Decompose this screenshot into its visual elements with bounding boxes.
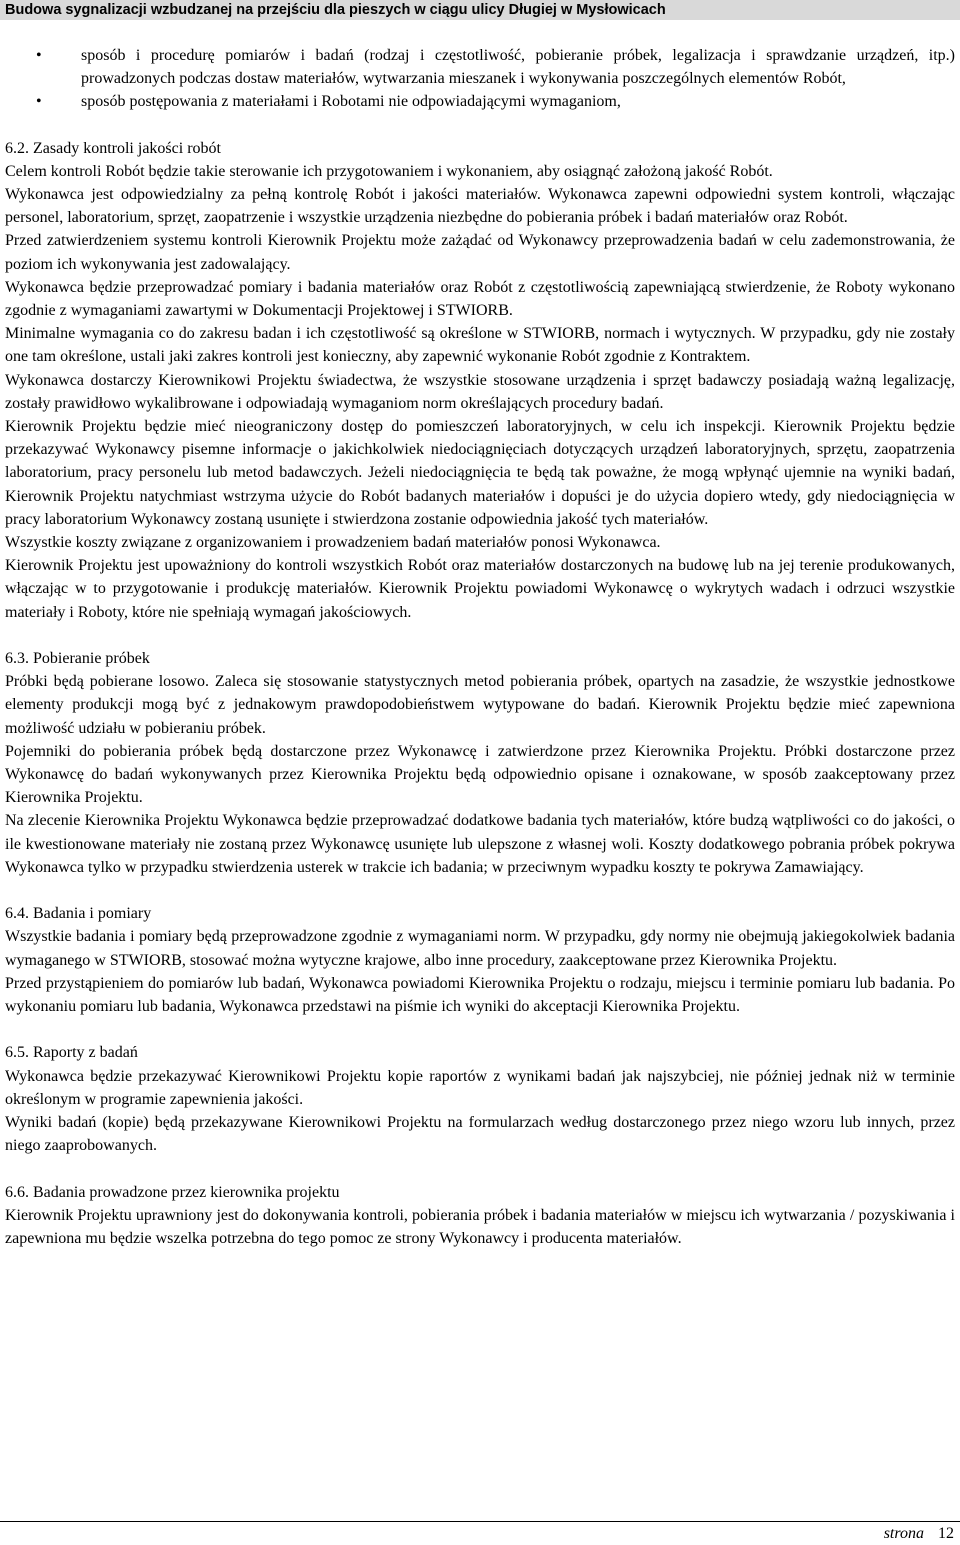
paragraph: Kierownik Projektu uprawniony jest do dokonywania kontroli, pobierania próbek i badania materiałów w miejscu ich wytwarzania / pozyskiwania i zapewniona mu będzie wszelka potrzebna do tego pomoc ze strony Wykonawcy i producenta materiałów. — [5, 1206, 955, 1248]
bullet-list — [5, 44, 955, 114]
paragraph: Wykonawca jest odpowiedzialny za pełną kontrolę Robót i jakości materiałów. Wykonawca zapewni odpowiedni system kontroli, włączając personel, laboratorium, sprzęt, zaopatrzenie i wszystkie urządzenia niezbędne do pobierania próbek i badań materiałów oraz Robót. — [5, 186, 955, 227]
footer-divider — [0, 1521, 960, 1522]
bullet-text: sposób postępowania z materiałami i Robotami nie odpowiadającymi wymaganiom, — [81, 93, 621, 111]
paragraph: Wszystkie koszty związane z organizowaniem i prowadzeniem badań materiałów ponosi Wykonawca. — [5, 534, 661, 552]
paragraph: Na zlecenie Kierownika Projektu Wykonawca będzie przeprowadzać dodatkowe badania tych materiałów, które budzą wątpliwości co do jakości, o ile kwestionowane materiały nie zostaną przez Wykonawcę usunięte lub ulepszone z własnej woli. Koszty dodatkowego pobrania próbek pokrywa Wykonawca tylko w przypadku stwierdzenia usterek w trakcie ich badania; w przeciwnym wypadku koszty te pokrywa Zamawiający. — [5, 812, 955, 876]
paragraph: Pojemniki do pobierania próbek będą dostarczone przez Wykonawcę i zatwierdzone przez Kierownika Projektu. Próbki dostarczone przez Wykonawcę do badań wykonywanych przez Kierownika Projektu będą odpowiednio opisane i oznakowane, w sposób zaakceptowany przez Kierownika Projektu. — [5, 742, 955, 807]
paragraph: Kierownik Projektu będzie mieć nieograniczony dostęp do pomieszczeń laboratoryjnych, w celu ich inspekcji. Kierownik Projektu będzie przekazywać Wykonawcy pisemne informacje o jakichkolwiek niedociągnięciach dotyczących urządzeń laboratoryjnych, sprzętu, zaopatrzenia laboratorium, pracy personelu lub metod badawczych. Jeżeli niedociągnięcia te będą tak poważne, że mogą wpłynąć ujemnie na wyniki badań, Kierownik Projektu natychmiast wstrzyma użycie do Robót badanych materiałów i dopuści je do użycia dopiero wtedy, gdy niedociągnięcia w pracy laboratorium Wykonawcy zostaną usunięte i stwierdzona zostanie odpowiednia jakość tych materiałów. — [5, 418, 955, 528]
bullet-item — [5, 90, 955, 113]
paragraph: Wykonawca będzie przeprowadzać pomiary i badania materiałów oraz Robót z częstotliwością zapewniającą stwierdzenie, że Roboty wykonano zgodnie z wymaganiami zawartymi w Dokumentacji Projektowej i STWIORB. — [5, 278, 955, 320]
section-6-4 — [5, 902, 955, 1018]
section-6-6 — [5, 1181, 955, 1251]
document-header — [0, 0, 960, 20]
section-6-2 — [5, 137, 955, 624]
section-heading: 6.4. Badania i pomiary — [5, 905, 152, 923]
paragraph: Wyniki badań (kopie) będą przekazywane Kierownikowi Projektu na formularzach według dostarczonego przez niego wzoru lub innych, przez niego zaaprobowanych. — [5, 1114, 955, 1155]
page-number: 12 — [938, 1525, 954, 1542]
section-6-3 — [5, 647, 955, 879]
paragraph: Celem kontroli Robót będzie takie sterowanie ich przygotowaniem i wykonaniem, aby osiągnąć założoną jakość Robót. — [5, 162, 773, 180]
section-heading: 6.3. Pobieranie próbek — [5, 650, 150, 668]
paragraph: Minimalne wymagania co do zakresu badan i ich częstotliwość są określone w STWIORB, normach i wytycznych. W przypadku, gdy nie zostały one tam określone, ustali jaki zakres kontroli jest konieczny, aby zapewnić wykonanie Robót zgodnie z Kontraktem. — [5, 325, 955, 366]
paragraph: Kierownik Projektu jest upoważniony do kontroli wszystkich Robót oraz materiałów dostarczonych na budowę lub na jej terenie produkowanych, włączając w to przygotowanie i produkcję materiałów. Kierownik Projektu powiadomi Wykonawcę o wykrytych wadach i odrzuci wszystkie materiały i Roboty, które nie spełniają wymagań jakościowych. — [5, 557, 955, 621]
bullet-dot-icon: • — [36, 93, 42, 111]
paragraph: Przed zatwierdzeniem systemu kontroli Kierownik Projektu może zażądać od Wykonawcy przeprowadzenia badań w celu zademonstrowania, że poziom ich wykonywania jest zadowalający. — [5, 232, 955, 273]
section-heading: 6.2. Zasady kontroli jakości robót — [5, 139, 221, 157]
bullet-dot-icon: • — [36, 47, 42, 64]
bullet-item — [5, 44, 955, 90]
paragraph: Próbki będą pobierane losowo. Zaleca się stosowanie statystycznych metod pobierania próbek, opartych na zasadzie, że wszystkie jednostkowe elementy produkcji mogą być z jednakowym prawdopodobieństwem wytypowane do badań. Kierownik Projektu będzie mieć zapewniona możliwość udziału w pobieraniu próbek. — [5, 673, 955, 737]
section-spacer — [5, 879, 955, 902]
paragraph: Wykonawca będzie przekazywać Kierownikowi Projektu kopie raportów z wynikami badań jak najszybciej, nie później jednak niż w terminie określonym w programie zapewnienia jakości. — [5, 1067, 955, 1108]
page-body — [5, 44, 955, 1250]
section-spacer — [5, 1018, 955, 1041]
page-label: strona — [883, 1525, 924, 1542]
paragraph: Wykonawca dostarczy Kierownikowi Projektu świadectwa, że wszystkie stosowane urządzenia i sprzęt badawczy posiadają ważną legalizację, zostały prawidłowo wykalibrowane i odpowiadają wymaganiom norm określających procedury badań. — [5, 371, 955, 412]
paragraph: Przed przystąpieniem do pomiarów lub badań, Wykonawca powiadomi Kierownika Projektu o rodzaju, miejscu i terminie pomiaru lub badania. Po wykonaniu pomiaru lub badania, Wykonawca przedstawi na piśmie ich wyniki do akceptacji Kierownika Projektu. — [5, 974, 955, 1016]
document-title: Budowa sygnalizacji wzbudzanej na przejściu dla pieszych w ciągu ulicy Długiej w Mysłowicach — [5, 2, 666, 18]
section-spacer — [5, 624, 955, 647]
page-footer — [884, 1524, 954, 1544]
section-heading: 6.6. Badania prowadzone przez kierownika projektu — [5, 1183, 340, 1201]
section-spacer — [5, 1158, 955, 1181]
section-heading: 6.5. Raporty z badań — [5, 1044, 138, 1062]
section-6-5 — [5, 1041, 955, 1157]
paragraph: Wszystkie badania i pomiary będą przeprowadzone zgodnie z wymaganiami norm. W przypadku, gdy normy nie obejmują jakiegokolwiek badania wymaganego w STWIORB, stosować można wytyczne krajowe, albo inne procedury, zaakceptowane przez Kierownika Projektu. — [5, 928, 955, 969]
bullet-text: sposób i procedurę pomiarów i badań (rodzaj i częstotliwość, pobieranie próbek, legalizacja i sprawdzanie urządzeń, itp.) prowadzonych podczas dostaw materiałów, wytwarzania mieszanek i wykonywania poszczególnych elementów Robót, — [81, 47, 955, 88]
